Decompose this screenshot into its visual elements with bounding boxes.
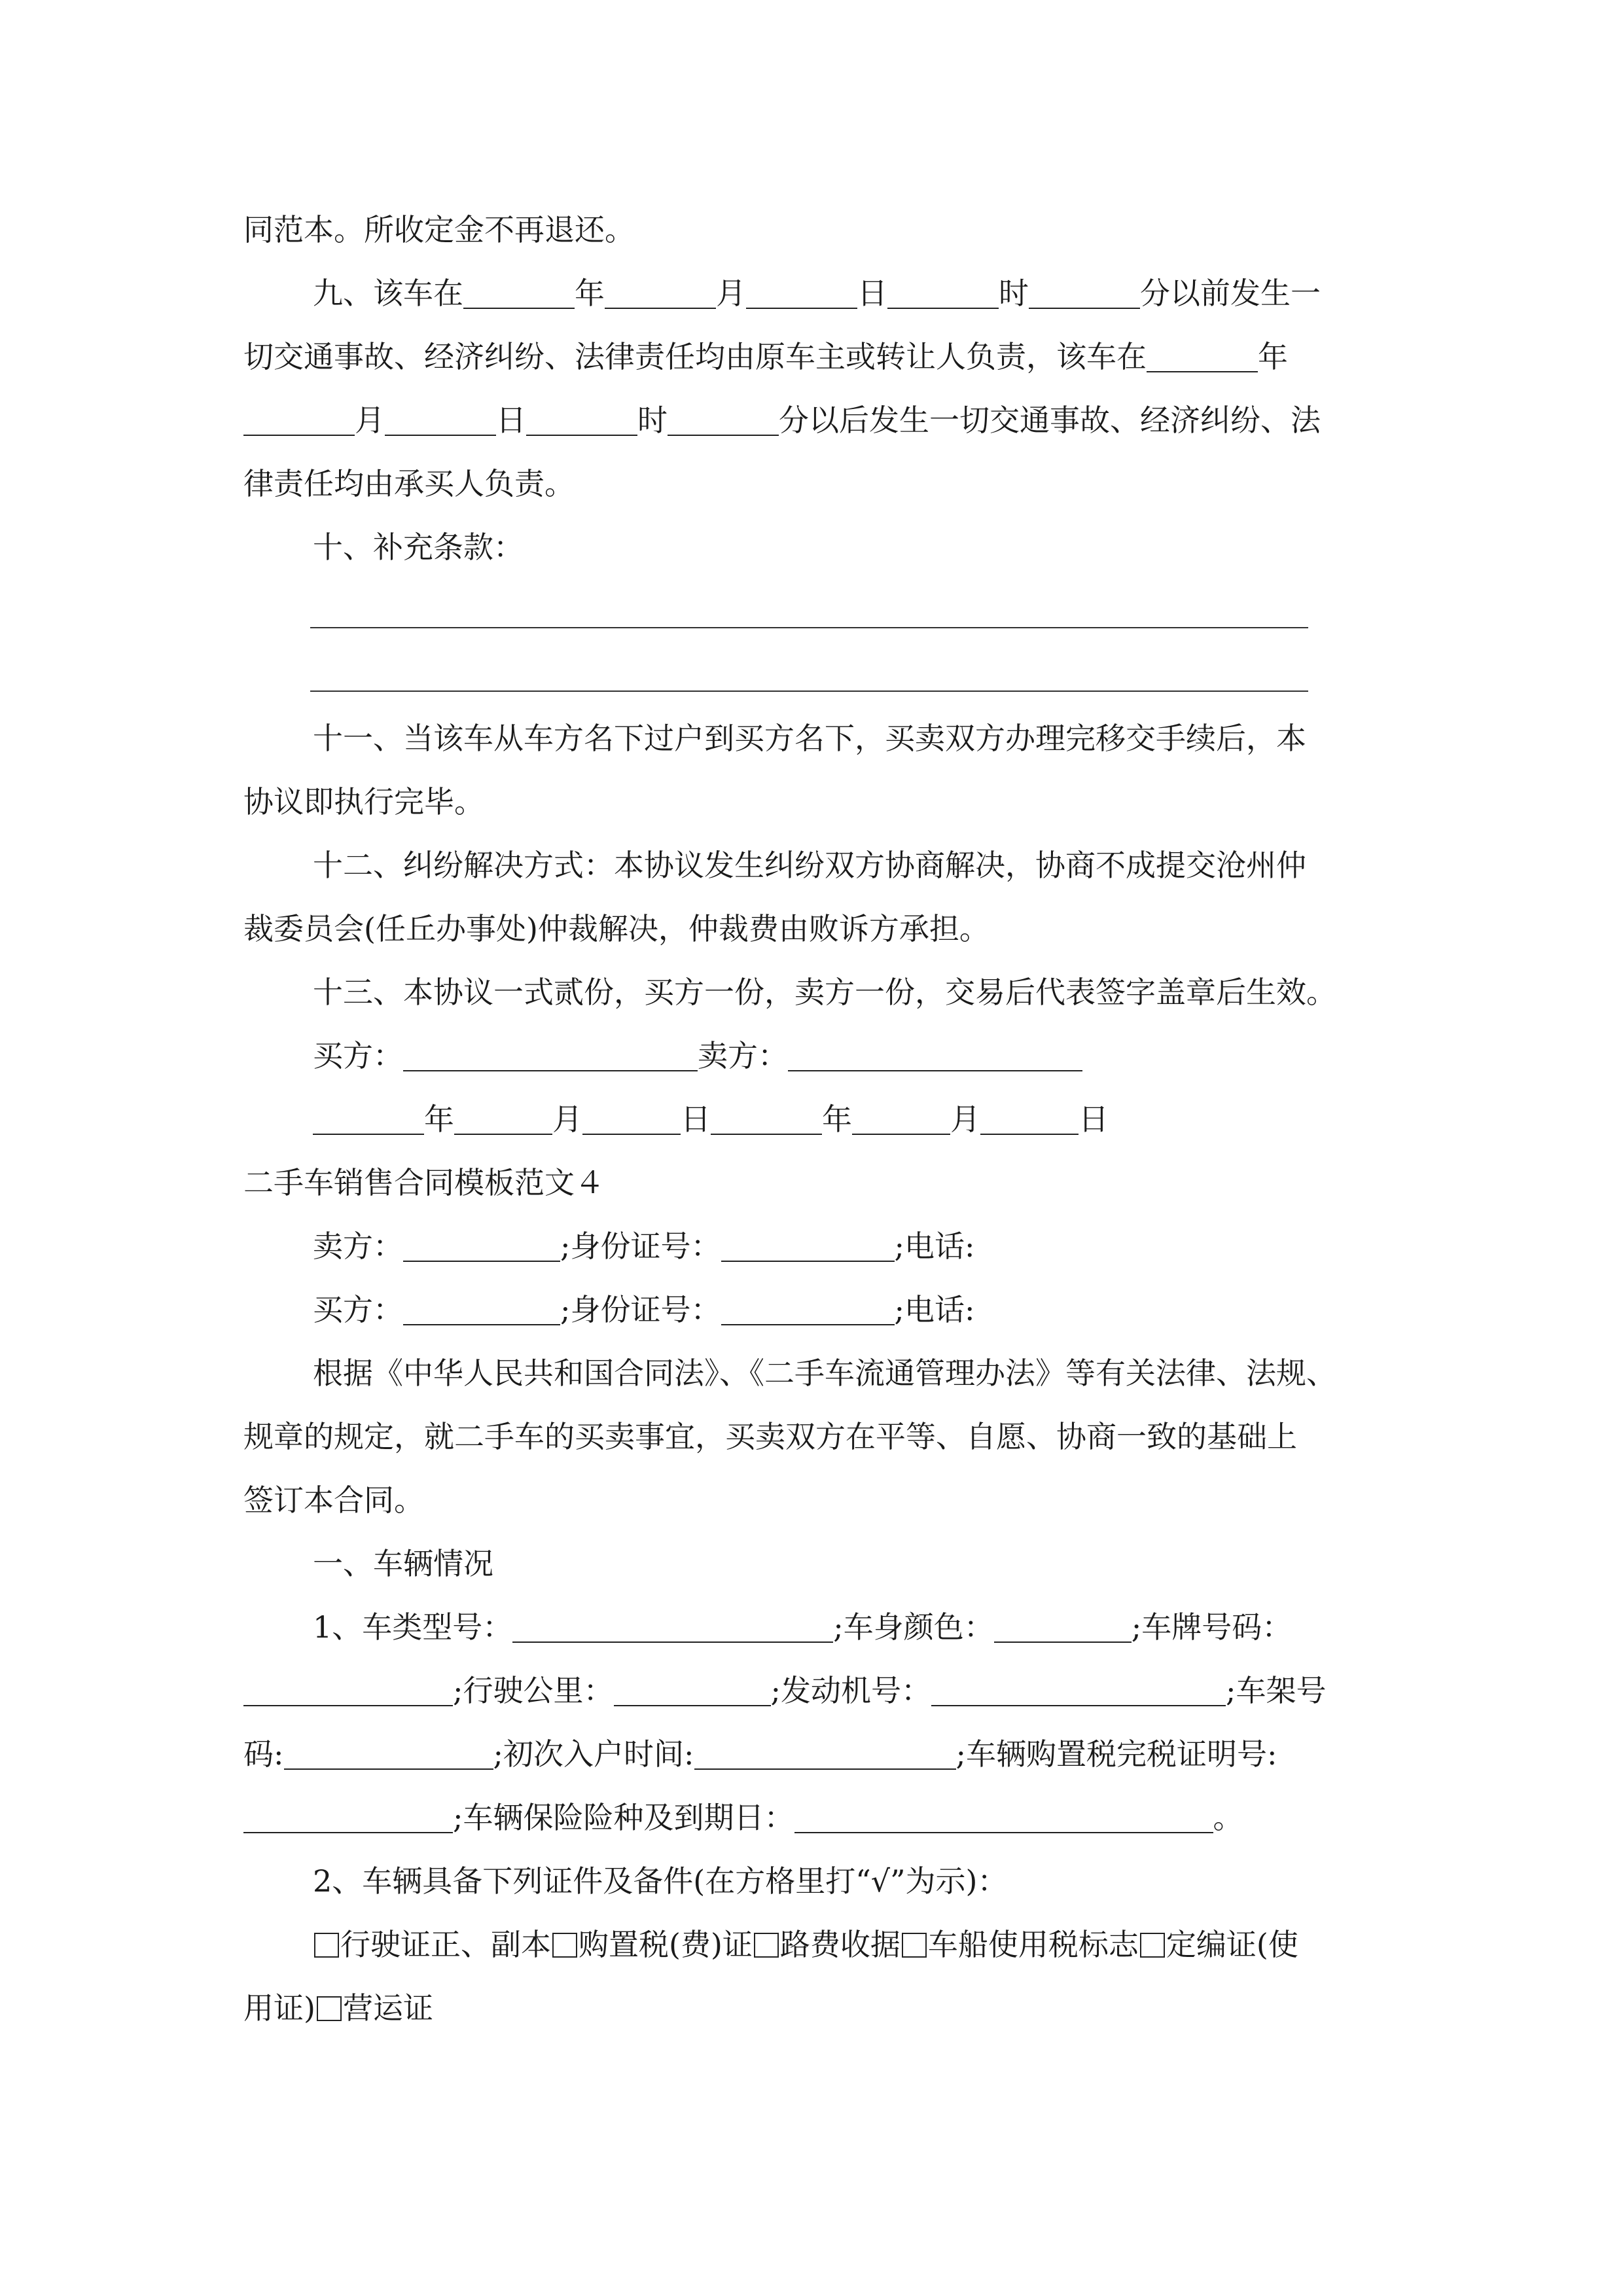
mileage-field[interactable] bbox=[614, 1674, 771, 1706]
checkbox[interactable] bbox=[317, 1996, 342, 2021]
seller-info-line: 卖方： ;身份证号： ;电话: bbox=[313, 1229, 975, 1264]
clause-10: 十、补充条款： bbox=[313, 529, 524, 565]
insurance-field[interactable] bbox=[794, 1801, 1213, 1833]
vehicle-line-4: ;车辆保险险种及到期日： 。 bbox=[243, 1788, 1243, 1847]
buyer-name-field[interactable] bbox=[403, 1293, 560, 1325]
blank-field[interactable] bbox=[243, 403, 355, 436]
blank-field[interactable] bbox=[463, 276, 575, 309]
clause-11-line-2: 协议即执行完毕。 bbox=[243, 784, 484, 819]
buyer-info-line: 买方： ;身份证号： ;电话: bbox=[313, 1292, 975, 1327]
clause-12-line-1: 十二、纠纷解决方式：本协议发生纠纷双方协商解决，协商不成提交沧州仲 bbox=[313, 848, 1306, 883]
blank-field[interactable] bbox=[852, 1102, 950, 1135]
supplement-line[interactable] bbox=[310, 627, 1308, 628]
clause-9-line-4: 律责任均由承买人负责。 bbox=[243, 466, 575, 501]
documents-line-2: 用证) 营运证 bbox=[243, 1990, 433, 2026]
clause-9-line-3: 月 日 时 分以后发生一切交通事故、经济纠纷、法 bbox=[243, 391, 1321, 450]
blank-field[interactable] bbox=[526, 403, 637, 436]
blank-field[interactable] bbox=[1147, 340, 1258, 372]
checkbox[interactable] bbox=[314, 1933, 339, 1958]
seller-signature-field[interactable] bbox=[788, 1039, 1082, 1071]
blank-field[interactable] bbox=[980, 1102, 1079, 1135]
clause-11-line-1: 十一、当该车从车方名下过户到买方名下，买卖双方办理完移交手续后，本 bbox=[313, 721, 1306, 756]
blank-field[interactable] bbox=[313, 1102, 424, 1135]
car-color-field[interactable] bbox=[994, 1610, 1132, 1643]
blank-field[interactable] bbox=[582, 1102, 681, 1135]
blank-field[interactable] bbox=[605, 276, 716, 309]
seller-name-field[interactable] bbox=[403, 1229, 560, 1262]
blank-field[interactable] bbox=[746, 276, 857, 309]
buyer-signature-field[interactable] bbox=[403, 1039, 698, 1071]
basis-line-1: 根据《中华人民共和国合同法》、《二手车流通管理办法》等有关法律、法规、 bbox=[313, 1355, 1336, 1391]
text-line: 同范本。所收定金不再退还。 bbox=[243, 212, 635, 247]
clause-9-line-2: 切交通事故、经济纠纷、法律责任均由原车主或转让人负责，该车在 年 bbox=[243, 339, 1288, 374]
registration-time-field[interactable] bbox=[694, 1737, 956, 1770]
basis-line-2: 规章的规定，就二手车的买卖事宜，买卖双方在平等、自愿、协商一致的基础上 bbox=[243, 1419, 1297, 1454]
checkbox[interactable] bbox=[754, 1933, 779, 1958]
plate-number-field[interactable] bbox=[243, 1674, 453, 1706]
blank-field[interactable] bbox=[454, 1102, 552, 1135]
date-line: 年 月 日 年 月 日 bbox=[313, 1090, 1109, 1149]
basis-line-3: 签订本合同。 bbox=[243, 1482, 424, 1518]
supplement-line[interactable] bbox=[310, 691, 1308, 692]
clause-9-line-1: 九、该车在 年 月 日 时 分以前发生一 bbox=[313, 276, 1321, 311]
clause-13: 十三、本协议一式贰份，买方一份，卖方一份，交易后代表签字盖章后生效。 bbox=[313, 975, 1336, 1010]
documents-line-1: 行驶证正、副本 购置税(费)证 路费收据 车船使用税标志 定编证(使 bbox=[313, 1915, 1298, 1974]
car-type-field[interactable] bbox=[512, 1610, 833, 1643]
blank-field[interactable] bbox=[385, 403, 496, 436]
checkbox[interactable] bbox=[1140, 1933, 1165, 1958]
tax-cert-field[interactable] bbox=[243, 1801, 453, 1833]
blank-field[interactable] bbox=[887, 276, 999, 309]
blank-field[interactable] bbox=[1029, 276, 1140, 309]
vehicle-section-heading: 一、车辆情况 bbox=[313, 1546, 493, 1581]
vehicle-line-3: 码: ;初次入户时间: ;车辆购置税完税证明号: bbox=[243, 1736, 1277, 1772]
engine-number-field[interactable] bbox=[931, 1674, 1226, 1706]
clause-12-line-2: 裁委员会(任丘办事处)仲裁解决，仲裁费由败诉方承担。 bbox=[243, 911, 990, 946]
vehicle-line-2: ;行驶公里： ;发动机号： ;车架号 bbox=[243, 1661, 1327, 1720]
buyer-id-field[interactable] bbox=[721, 1293, 895, 1325]
blank-field[interactable] bbox=[711, 1102, 822, 1135]
checkbox[interactable] bbox=[552, 1933, 577, 1958]
vehicle-line-1: 1、车类型号： ;车身颜色： ;车牌号码： bbox=[313, 1609, 1293, 1645]
seller-id-field[interactable] bbox=[721, 1229, 895, 1262]
frame-number-field[interactable] bbox=[284, 1737, 493, 1770]
blank-field[interactable] bbox=[668, 403, 779, 436]
signature-line: 买方： 卖方： bbox=[313, 1026, 1082, 1085]
checkbox[interactable] bbox=[902, 1933, 927, 1958]
documents-heading: 2、车辆具备下列证件及备件(在方格里打“√”为示)： bbox=[313, 1863, 1008, 1899]
section-title: 二手车销售合同模板范文４ bbox=[243, 1165, 605, 1200]
